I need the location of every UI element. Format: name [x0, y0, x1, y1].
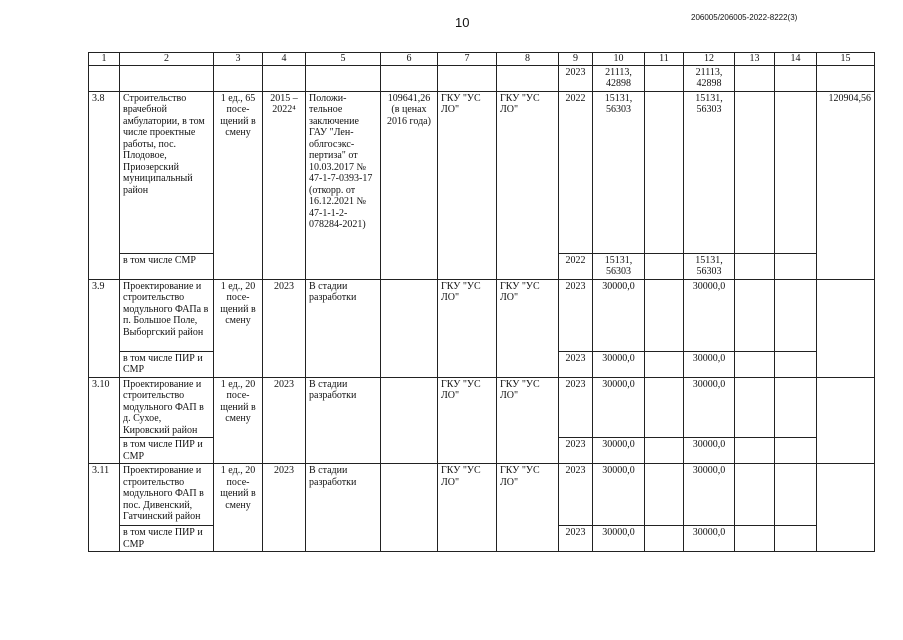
- column-number: 12: [684, 53, 735, 66]
- amount-cell: 30000,0: [593, 464, 645, 526]
- column-number: 4: [263, 53, 306, 66]
- document-reference: 206005/206005-2022-8222(3): [691, 13, 798, 22]
- sub-label: в том числе ПИР и СМР: [120, 526, 214, 552]
- expertise-cell: В стадии разработки: [306, 377, 381, 464]
- developer-cell: ГКУ "УС ЛО": [497, 91, 559, 279]
- item-number: 3.9: [89, 279, 120, 377]
- amount-cell: 21113, 42898: [684, 65, 735, 91]
- period-cell: 2023: [263, 464, 306, 552]
- year-cell: 2023: [559, 65, 593, 91]
- period-cell: 2023: [263, 377, 306, 464]
- amount-cell: 30000,0: [593, 526, 645, 552]
- year-cell: 2022: [559, 91, 593, 253]
- amount-cell: 30000,0: [684, 279, 735, 351]
- year-cell: 2023: [559, 526, 593, 552]
- amount-cell: 21113, 42898: [593, 65, 645, 91]
- sub-label: в том числе ПИР и СМР: [120, 438, 214, 464]
- column-number: 14: [775, 53, 817, 66]
- year-cell: 2023: [559, 438, 593, 464]
- capacity-cell: 1 ед., 20 посе-щений в смену: [214, 377, 263, 464]
- year-cell: 2023: [559, 279, 593, 351]
- investment-table: [88, 52, 875, 552]
- capacity-cell: 1 ед., 20 посе-щений в смену: [214, 279, 263, 377]
- object-name: Проектирование и строительство модульного ФАП в пос. Дивенский, Гатчинский район: [120, 464, 214, 526]
- page-number: 10: [455, 15, 470, 30]
- developer-cell: ГКУ "УС ЛО": [497, 377, 559, 464]
- column-number: 8: [497, 53, 559, 66]
- column-number: 3: [214, 53, 263, 66]
- sub-label: в том числе ПИР и СМР: [120, 351, 214, 377]
- capacity-cell: 1 ед., 20 посе-щений в смену: [214, 464, 263, 552]
- column-number: 9: [559, 53, 593, 66]
- item-number: 3.11: [89, 464, 120, 552]
- capacity-cell: 1 ед., 65 посе-щений в смену: [214, 91, 263, 279]
- object-name: Проектирование и строительство модульного ФАПа в п. Большое Поле, Выборгский район: [120, 279, 214, 351]
- column-number: 2: [120, 53, 214, 66]
- expertise-cell: В стадии разработки: [306, 464, 381, 552]
- column-number: 5: [306, 53, 381, 66]
- amount-cell: 15131, 56303: [684, 91, 735, 253]
- customer-cell: ГКУ "УС ЛО": [438, 279, 497, 377]
- expertise-cell: Положи-тельное заключение ГАУ "Лен-облгосэкс-пертиза" от 10.03.2017 № 47-1-7-0393-17 (откорр. от 16.12.2021 № 47-1-1-2-078284-2021): [306, 91, 381, 279]
- customer-cell: ГКУ "УС ЛО": [438, 377, 497, 464]
- column-number: 10: [593, 53, 645, 66]
- table-row: [89, 279, 875, 351]
- period-cell: 2023: [263, 279, 306, 377]
- object-name: Проектирование и строительство модульного ФАП в д. Сухое, Кировский район: [120, 377, 214, 438]
- customer-cell: ГКУ "УС ЛО": [438, 464, 497, 552]
- year-cell: 2023: [559, 464, 593, 526]
- amount-cell: 30000,0: [684, 526, 735, 552]
- column-number: 7: [438, 53, 497, 66]
- year-cell: 2022: [559, 253, 593, 279]
- total-cell: 120904,56: [817, 91, 875, 279]
- amount-cell: 15131, 56303: [593, 253, 645, 279]
- column-number: 15: [817, 53, 875, 66]
- amount-cell: 15131, 56303: [593, 91, 645, 253]
- amount-cell: 30000,0: [684, 377, 735, 438]
- year-cell: 2023: [559, 351, 593, 377]
- column-number: 13: [735, 53, 775, 66]
- amount-cell: 30000,0: [593, 279, 645, 351]
- table-row: [89, 377, 875, 438]
- developer-cell: ГКУ "УС ЛО": [497, 279, 559, 377]
- table-row: [89, 91, 875, 253]
- developer-cell: ГКУ "УС ЛО": [497, 464, 559, 552]
- amount-cell: 30000,0: [593, 377, 645, 438]
- item-number: 3.8: [89, 91, 120, 279]
- period-cell: 2015 – 2022⁴: [263, 91, 306, 279]
- column-number-row: [89, 53, 875, 66]
- table-row: [89, 65, 875, 91]
- amount-cell: 30000,0: [684, 464, 735, 526]
- amount-cell: 30000,0: [593, 351, 645, 377]
- amount-cell: 30000,0: [684, 438, 735, 464]
- cost-cell: 109641,26 (в ценах 2016 года): [381, 91, 438, 279]
- column-number: 1: [89, 53, 120, 66]
- object-name: Строительство врачебной амбулатории, в том числе проектные работы, пос. Плодовое, Приозерский муниципальный район: [120, 91, 214, 253]
- year-cell: 2023: [559, 377, 593, 438]
- table-row: [89, 464, 875, 526]
- expertise-cell: В стадии разработки: [306, 279, 381, 377]
- amount-cell: 30000,0: [593, 438, 645, 464]
- amount-cell: 15131, 56303: [684, 253, 735, 279]
- amount-cell: 30000,0: [684, 351, 735, 377]
- column-number: 6: [381, 53, 438, 66]
- column-number: 11: [645, 53, 684, 66]
- sub-label: в том числе СМР: [120, 253, 214, 279]
- item-number: 3.10: [89, 377, 120, 464]
- customer-cell: ГКУ "УС ЛО": [438, 91, 497, 279]
